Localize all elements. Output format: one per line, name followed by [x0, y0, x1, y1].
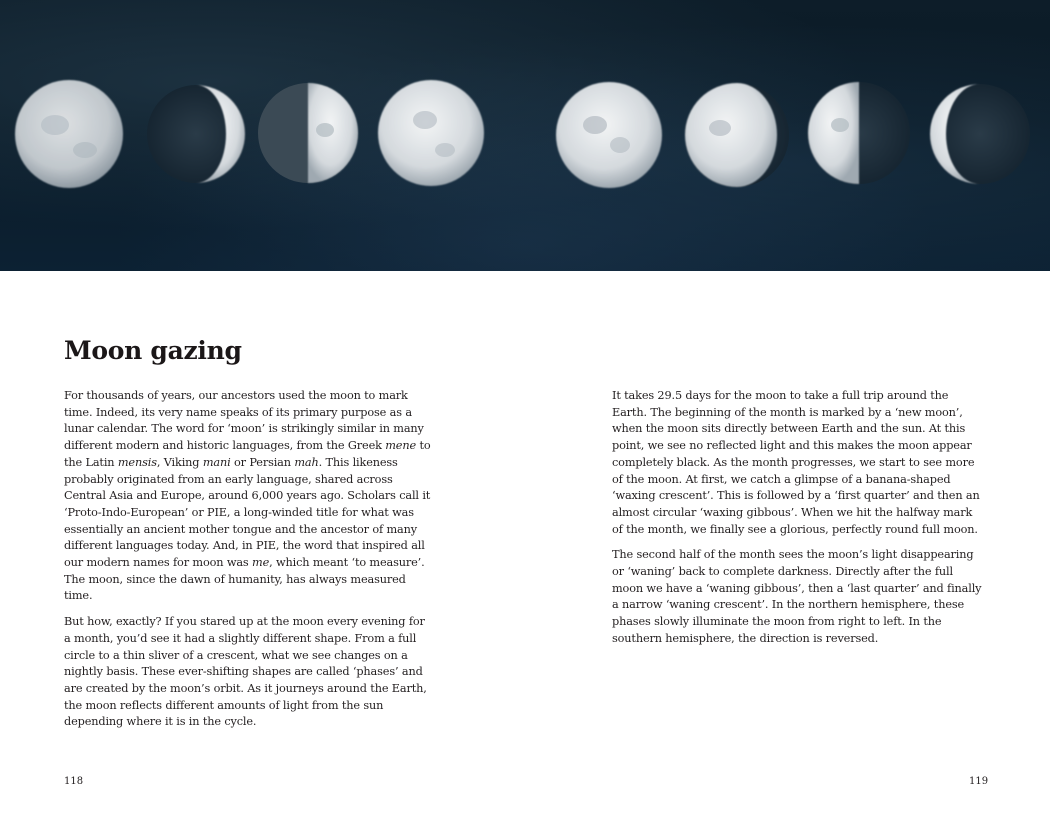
italic-word-mah: mah	[294, 455, 319, 469]
left-paragraph-1	[64, 388, 434, 605]
moon-phase-1	[15, 80, 123, 188]
italic-word-me: me	[252, 556, 270, 570]
moon-phase-2	[147, 85, 245, 183]
text-run: . This likeness probably originated from an early language, shared across Central Asia and Europe, around 6,000 years ago. Scholars call it ‘Proto-Indo-European’ or PIE, a long-winded title for what was essentially an ancient mother tongue and the ancestor of many different languages today. And, in PIE, the word that inspired all our modern names for moon was	[64, 455, 431, 570]
italic-word-mensis: mensis	[117, 455, 157, 469]
right-paragraph-2: The second half of the month sees the moon’s light disappearing or ‘waning’ back to complete darkness. Directly after the full moon we have a ‘waning gibbous’, then a ‘last quarter’ and finally a narrow ‘waning crescent’. In the northern hemisphere, these phases slowly illuminate the moon from right to left. In the southern hemisphere, the direction is reversed.	[612, 548, 982, 645]
moon-phases-illustration	[0, 0, 1050, 271]
text-run: to the Latin	[64, 439, 431, 469]
moon-phase-8	[930, 84, 1030, 184]
moon-phases-svg	[0, 0, 1050, 271]
page-title: Moon gazing	[64, 336, 242, 365]
text-run: For thousands of years, our ancestors used the moon to mark time. Indeed, its very name speaks of its primary purpose as a lunar calendar. The word for ‘moon’ is strikingly similar in many different modern and historic languages, from the Greek	[64, 389, 424, 453]
text-run: or Persian	[230, 455, 295, 469]
text-run: , Viking	[156, 455, 203, 469]
moon-phase-5	[556, 82, 662, 188]
moon-phase-6	[685, 83, 789, 187]
right-column	[612, 388, 982, 657]
moon-phase-4	[378, 80, 484, 186]
moon-phase-3	[258, 83, 358, 183]
italic-word-mene: mene	[385, 439, 417, 453]
text-run: , which meant ‘to measure’. The moon, since the dawn of humanity, has always measured time.	[64, 556, 425, 603]
page-number-left: 118	[64, 776, 84, 787]
moon-phase-7	[808, 82, 910, 184]
italic-word-mani: mani	[202, 455, 231, 469]
left-column	[64, 388, 434, 740]
right-paragraph-1: It takes 29.5 days for the moon to take a full trip around the Earth. The beginning of the month is marked by a ‘new moon’, when the moon sits directly between Earth and the sun. At this point, we see no reflected light and this makes the moon appear completely black. As the month progresses, we start to see more of the moon. At first, we catch a glimpse of a banana-shaped ‘waxing crescent’. This is followed by a ‘first quarter’ and then an almost circular ‘waxing gibbous’. When we hit the halfway mark of the month, we finally see a glorious, perfectly round full moon.	[612, 389, 980, 536]
page-number-right: 119	[969, 776, 989, 787]
left-paragraph-2: But how, exactly? If you stared up at the moon every evening for a month, you’d see it had a slightly different shape. From a full circle to a thin sliver of a crescent, what we see changes on a nightly basis. These ever-shifting shapes are called ‘phases’ and are created by the moon’s orbit. As it journeys around the Earth, the moon reflects different amounts of light from the sun depending where it is in the cycle.	[64, 615, 427, 729]
